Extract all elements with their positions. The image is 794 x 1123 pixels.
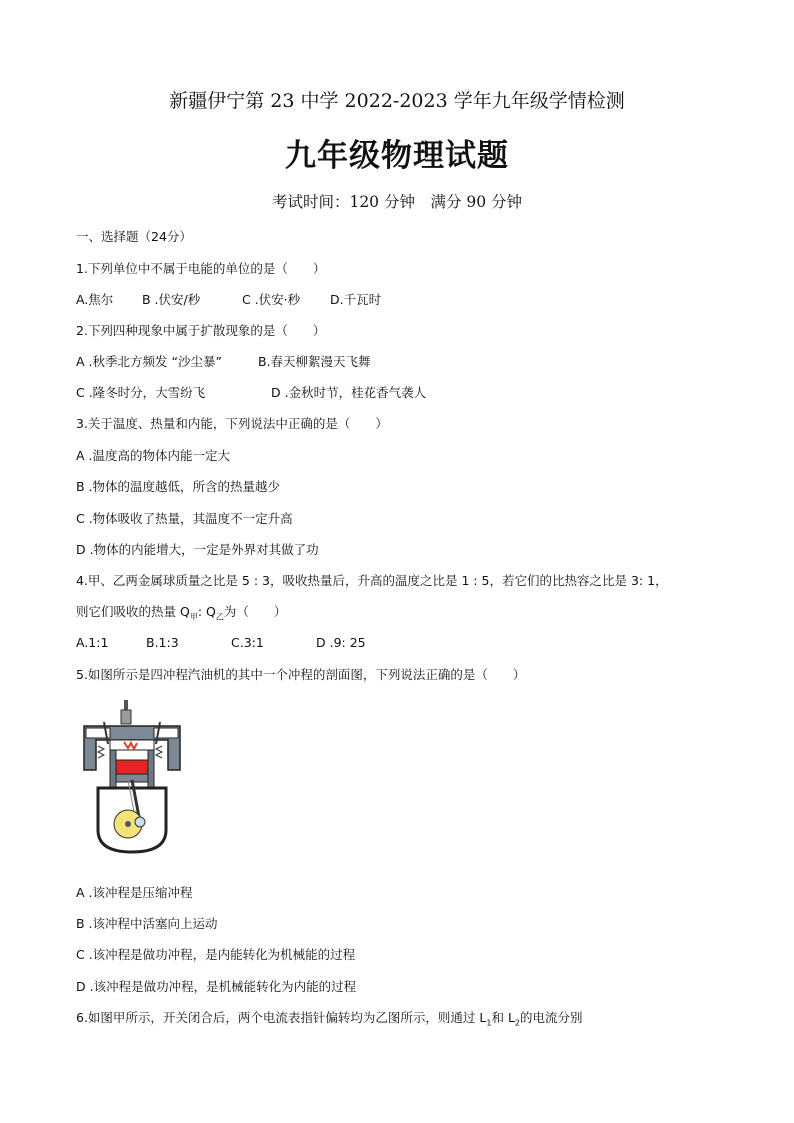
q5-option-c: C .该冲程是做功冲程，是内能转化为机械能的过程 [76, 947, 356, 962]
question-3-stem: 3.关于温度、热量和内能，下列说法中正确的是（ ） [76, 416, 388, 431]
exam-subtitle: 考试时间：120 分钟 满分 90 分钟 [271, 193, 523, 211]
q3-option-a: A .温度高的物体内能一定大 [76, 448, 230, 463]
q2-option-c: C .隆冬时分，大雪纷飞 [76, 385, 206, 400]
section-heading: 一、选择题（24分） [76, 229, 192, 244]
q5-option-a: A .该冲程是压缩冲程 [76, 885, 193, 900]
q2-option-d: D .金秋时节，桂花香气袭人 [271, 385, 427, 400]
question-4-stem: 4.甲、乙两金属球质量之比是 5 : 3，吸收热量后，升高的温度之比是 1 : 5，若它们的比热容之比是 3: 1， [76, 573, 668, 588]
q2-option-a: A .秋季北方频发 “沙尘暴” [76, 354, 222, 369]
q5-option-b: B .该冲程中活塞向上运动 [76, 916, 218, 931]
q1-option-b: B .伏安/秒 [142, 292, 201, 307]
q3-option-d: D .物体的内能增大，一定是外界对其做了功 [76, 542, 319, 557]
exam-title: 九年级物理试题 [285, 138, 509, 174]
q3-option-b: B .物体的温度越低，所含的热量越少 [76, 479, 281, 494]
question-1-stem: 1.下列单位中不属于电能的单位的是（ ） [76, 261, 326, 276]
q4-option-a: A.1:1 [76, 635, 109, 650]
question-4-stem-2: 则它们吸收的热量 $Q_甲$: $Q_乙$为（ ） [76, 604, 287, 622]
q2-option-b: B.春天柳絮漫天飞舞 [258, 354, 371, 369]
engine-cross-section-figure [80, 700, 184, 856]
q4-option-c: C.3:1 [231, 635, 264, 650]
question-6-stem: 6.如图甲所示，开关闭合后，两个电流表指针偏转均为乙图所示，则通过 $L_1$和 $L_2$的电流分别 [76, 1010, 583, 1028]
exam-header: 新疆伊宁第 23 中学 2022-2023 学年九年级学情检测 [169, 90, 625, 112]
q1-option-c: C .伏安·秒 [242, 292, 301, 307]
question-2-stem: 2.下列四种现象中属于扩散现象的是（ ） [76, 323, 326, 338]
q1-option-a: A.焦尔 [76, 292, 114, 307]
q4-option-b: B.1:3 [146, 635, 179, 650]
q4-option-d: D .9: 25 [316, 635, 366, 650]
q5-option-d: D .该冲程是做功冲程，是机械能转化为内能的过程 [76, 979, 357, 994]
q3-option-c: C .物体吸收了热量，其温度不一定升高 [76, 511, 293, 526]
question-5-stem: 5.如图所示是四冲程汽油机的其中一个冲程的剖面图，下列说法正确的是（ ） [76, 667, 526, 682]
q1-option-d: D.千瓦时 [330, 292, 382, 307]
